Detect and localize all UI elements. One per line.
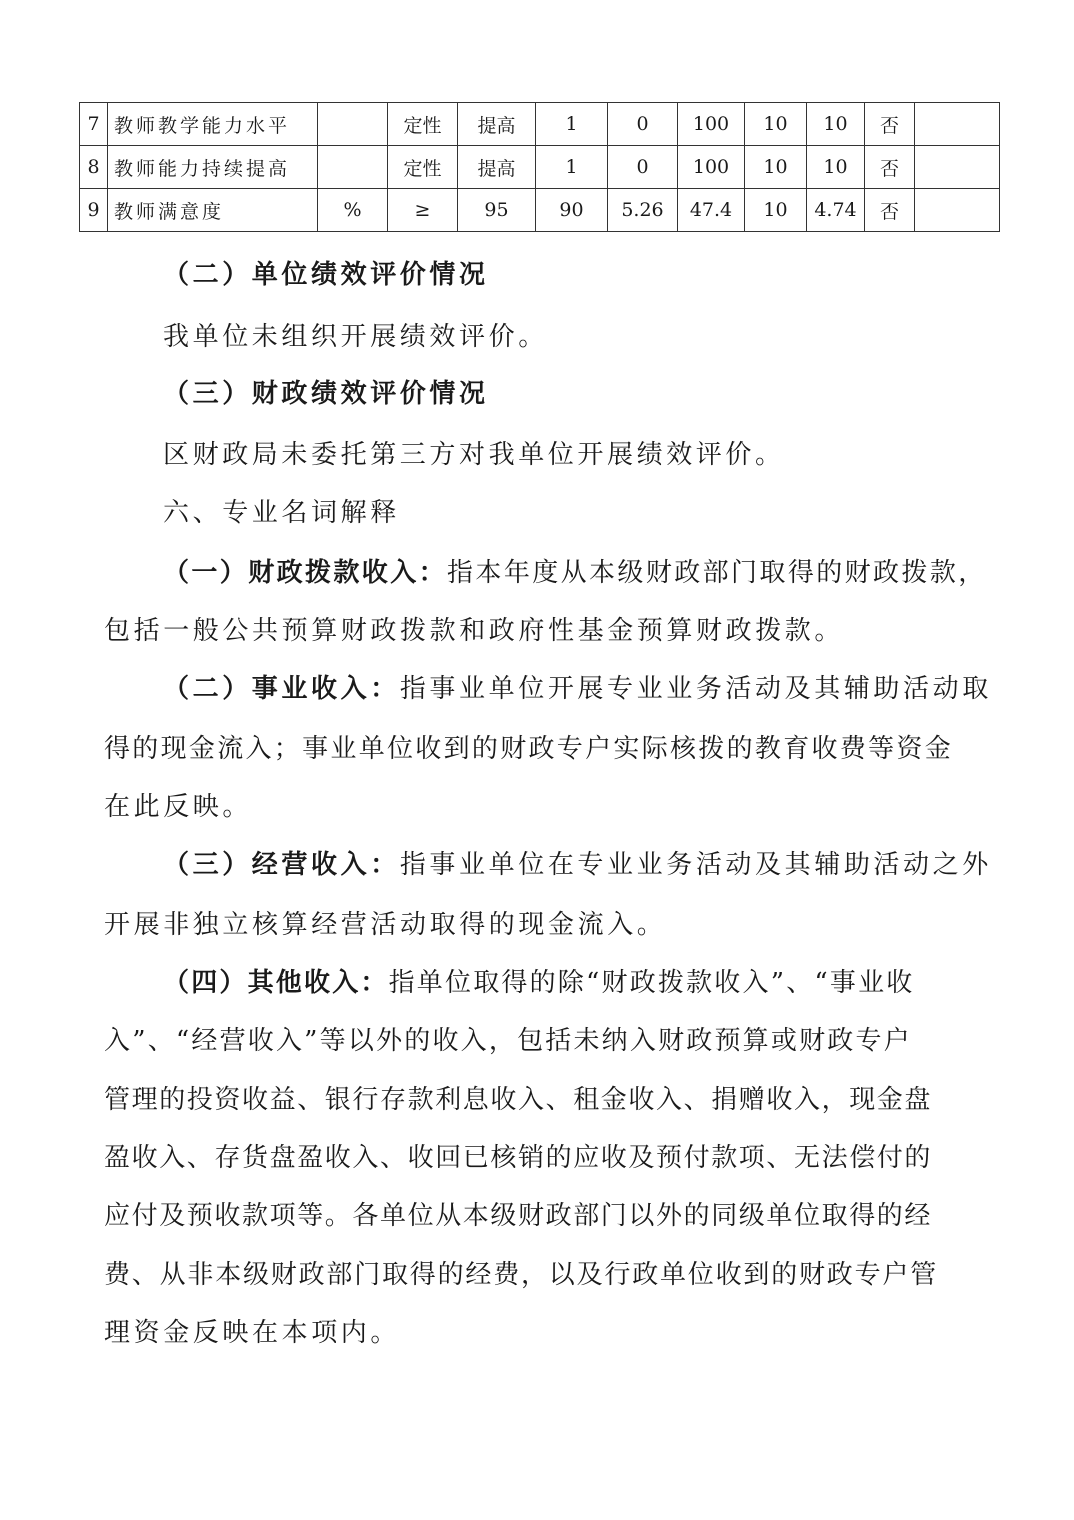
cell-score: 4.74 (807, 189, 865, 232)
glossary-text: 在此反映。 (104, 792, 253, 822)
cell-no: 8 (80, 146, 108, 189)
fin-eval-heading: （三）财政绩效评价情况 (163, 379, 489, 409)
glossary-text: 指事业单位在专业业务活动及其辅助活动之外 (399, 850, 992, 880)
glossary-text: 费、从非本级财政部门取得的经费，以及行政单位收到的财政专户管 (104, 1260, 939, 1290)
cell-score: 10 (807, 103, 865, 146)
cell-type: 定性 (388, 146, 458, 189)
glossary-text: 管理的投资收益、银行存款利息收入、租金收入、捐赠收入，现金盘 (104, 1085, 933, 1115)
glossary-text: 应付及预收款项等。各单位从本级财政部门以外的同级单位取得的经 (104, 1201, 933, 1231)
glossary-item-1 (163, 558, 987, 588)
cell-note (915, 146, 1000, 189)
cell-rate: 100 (678, 103, 745, 146)
glossary-item-4 (163, 968, 974, 998)
cell-name: 教师满意度 (108, 189, 318, 232)
table-row (80, 103, 1000, 146)
glossary-term: （二）事业收入： (163, 674, 400, 704)
glossary-term: （四）其他收入： (163, 968, 389, 998)
cell-note (915, 189, 1000, 232)
fin-eval-text: 区财政局未委托第三方对我单位开展绩效评价。 (163, 440, 785, 470)
cell-actual: 0 (608, 146, 678, 189)
cell-op: 95 (458, 189, 536, 232)
cell-type: ≥ (388, 189, 458, 232)
cell-actual: 5.26 (608, 189, 678, 232)
cell-rate: 100 (678, 146, 745, 189)
unit-eval-text: 我单位未组织开展绩效评价。 (163, 322, 548, 352)
glossary-heading: 六、专业名词解释 (163, 498, 400, 528)
cell-op: 提高 (458, 146, 536, 189)
cell-flag: 否 (865, 103, 915, 146)
cell-op: 提高 (458, 103, 536, 146)
cell-target: 1 (536, 103, 608, 146)
cell-score: 10 (807, 146, 865, 189)
cell-no: 9 (80, 189, 108, 232)
table-row (80, 189, 1000, 232)
glossary-text: 指事业单位开展专业业务活动及其辅助活动取 (399, 674, 992, 704)
glossary-term: （三）经营收入： (163, 850, 400, 880)
cell-unit (318, 103, 388, 146)
cell-weight: 10 (745, 189, 807, 232)
glossary-text: 盈收入、存货盘盈收入、收回已核销的应收及预付款项、无法偿付的 (104, 1143, 933, 1173)
glossary-term: （一）财政拨款收入： (163, 558, 448, 588)
glossary-text: 入”、“经营收入”等以外的收入，包括未纳入财政预算或财政专户 (104, 1026, 912, 1056)
glossary-item-3 (163, 850, 992, 880)
cell-target: 1 (536, 146, 608, 189)
cell-weight: 10 (745, 103, 807, 146)
cell-target: 90 (536, 189, 608, 232)
cell-rate: 47.4 (678, 189, 745, 232)
cell-unit: % (318, 189, 388, 232)
cell-type: 定性 (388, 103, 458, 146)
cell-unit (318, 146, 388, 189)
glossary-text: 包括一般公共预算财政拨款和政府性基金预算财政拨款。 (104, 616, 845, 646)
cell-flag: 否 (865, 189, 915, 232)
cell-no: 7 (80, 103, 108, 146)
glossary-text: 得的现金流入；事业单位收到的财政专户实际核拨的教育收费等资金 (104, 734, 954, 764)
table-row (80, 146, 1000, 189)
glossary-text: 指单位取得的除“财政拨款收入”、“事业收 (388, 968, 915, 998)
performance-indicator-table (79, 102, 1000, 232)
cell-flag: 否 (865, 146, 915, 189)
glossary-item-2 (163, 674, 992, 704)
glossary-text: 指本年度从本级财政部门取得的财政拨款， (447, 558, 987, 588)
cell-actual: 0 (608, 103, 678, 146)
glossary-text: 开展非独立核算经营活动取得的现金流入。 (104, 910, 667, 940)
cell-name: 教师能力持续提高 (108, 146, 318, 189)
glossary-text: 理资金反映在本项内。 (104, 1318, 401, 1348)
cell-note (915, 103, 1000, 146)
cell-name: 教师教学能力水平 (108, 103, 318, 146)
cell-weight: 10 (745, 146, 807, 189)
unit-eval-heading: （二）单位绩效评价情况 (163, 260, 489, 290)
